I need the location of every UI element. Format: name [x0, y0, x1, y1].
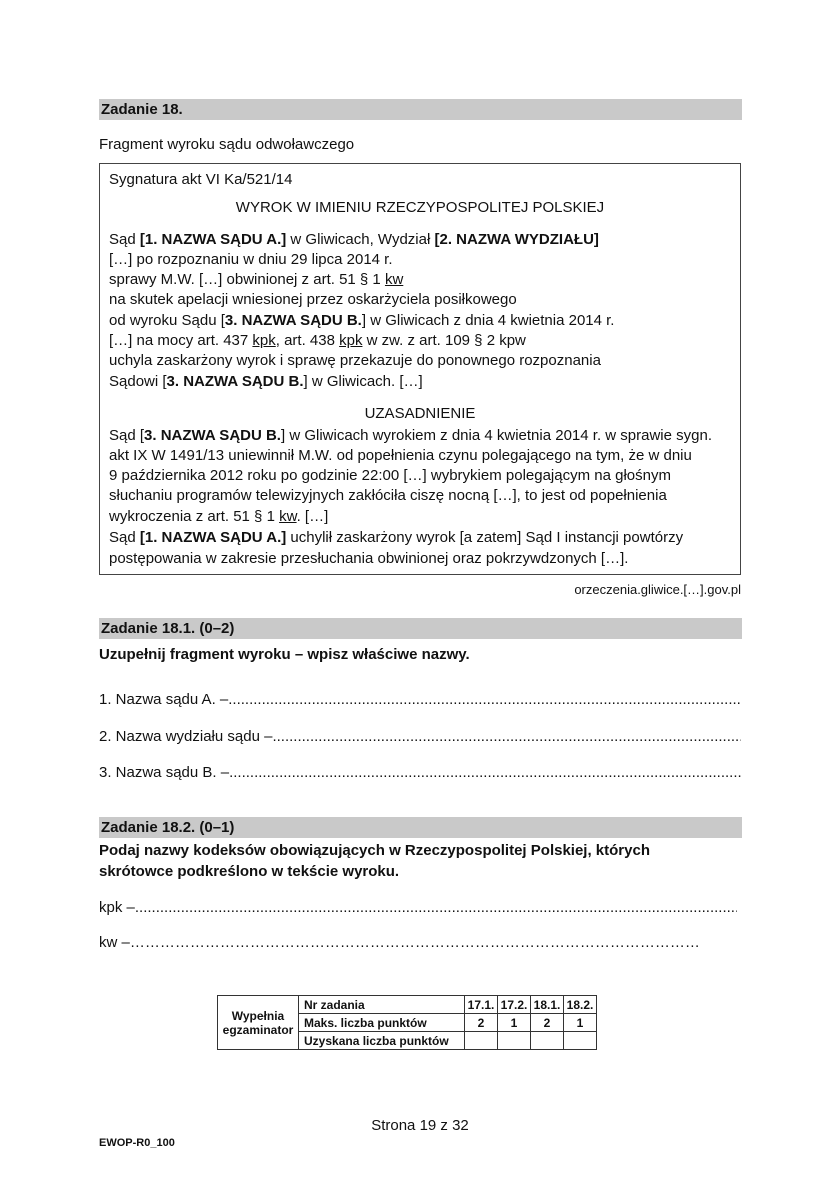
task-18-intro: Fragment wyroku sądu odwoławczego: [99, 136, 355, 153]
obtained-points-cell[interactable]: [531, 1032, 564, 1050]
judgment-line-1: Sąd [1. NAZWA SĄDU A.] w Gliwicach, Wydział [2. NAZWA WYDZIAŁU]: [109, 231, 599, 248]
judgment-line-5: od wyroku Sądu [3. NAZWA SĄDU B.] w Gliwicach z dnia 4 kwietnia 2014 r.: [109, 312, 615, 329]
source-citation: orzeczenia.gliwice.[…].gov.pl: [574, 582, 741, 597]
justification-line-1: Sąd [3. NAZWA SĄDU B.] w Gliwicach wyrokiem z dnia 4 kwietnia 2014 r. w sprawie sygn.: [109, 427, 712, 444]
judgment-heading: WYROK W IMIENIU RZECZYPOSPOLITEJ POLSKIEJ: [235, 199, 605, 216]
task-18-2-title: Zadanie 18.2. (0–1): [99, 817, 742, 838]
judgment-line-3: sprawy M.W. […] obwinionej z art. 51 § 1 kw: [109, 271, 404, 288]
justification-line-3: 9 października 2012 roku po godzinie 22:00 […] wybrykiem polegającym na głośnym: [109, 467, 671, 484]
judgment-line-4: na skutek apelacji wniesionej przez oskarżyciela posiłkowego: [109, 291, 517, 308]
judgment-line-8: Sądowi [3. NAZWA SĄDU B.] w Gliwicach. […]: [109, 373, 423, 390]
justification-line-7: postępowania w zakresie przesłuchania obwinionej oraz pokrzywdzonych […].: [109, 550, 629, 567]
case-signature: Sygnatura akt VI Ka/521/14: [109, 171, 293, 188]
row-label-max-points: Maks. liczba punktów: [299, 1014, 465, 1032]
score-table-header: Wypełnia egzaminator: [218, 996, 299, 1050]
max-points-cell: 1: [498, 1014, 531, 1032]
task-number-cell: 18.2.: [564, 996, 597, 1014]
row-label-obtained-points: Uzyskana liczba punktów: [299, 1032, 465, 1050]
page-number: Strona 19 z 32: [371, 1117, 469, 1134]
answer-line-court-b[interactable]: 3. Nazwa sądu B. – .....: [99, 763, 741, 783]
obtained-points-cell[interactable]: [498, 1032, 531, 1050]
justification-line-4: słuchaniu programów telewizyjnych zakłóciła ciszę nocną […], to jest od popełnienia: [109, 487, 667, 504]
obtained-points-cell[interactable]: [564, 1032, 597, 1050]
judgment-document: [99, 163, 741, 575]
exam-code: EWOP-R0_100: [99, 1137, 175, 1149]
task-18-2-instruction-1: Podaj nazwy kodeksów obowiązujących w Rzeczypospolitej Polskiej, których: [99, 842, 650, 859]
justification-line-6: Sąd [1. NAZWA SĄDU A.] uchylił zaskarżony wyrok [a zatem] Sąd I instancji powtórzy: [109, 529, 684, 546]
task-18-2-instruction-2: skrótowce podkreślono w tekście wyroku.: [99, 863, 400, 880]
task-number-cell: 17.1.: [465, 996, 498, 1014]
max-points-cell: 1: [564, 1014, 597, 1032]
examiner-score-table: [217, 995, 597, 1050]
judgment-line-6: […] na mocy art. 437 kpk, art. 438 kpk w zw. z art. 109 § 2 kpw: [109, 332, 526, 349]
obtained-points-cell[interactable]: [465, 1032, 498, 1050]
task-number-cell: 18.1.: [531, 996, 564, 1014]
row-label-task-number: Nr zadania: [299, 996, 465, 1014]
justification-line-2: akt IX W 1491/13 uniewinnił M.W. od popełnienia czynu polegającego na tym, że w dniu: [109, 447, 692, 464]
task-number-cell: 17.2.: [498, 996, 531, 1014]
judgment-line-7: uchyla zaskarżony wyrok i sprawę przekazuje do ponownego rozpoznania: [109, 352, 601, 369]
justification-heading: UZASADNIENIE: [364, 405, 476, 422]
task-18-1-instruction: Uzupełnij fragment wyroku – wpisz właściwe nazwy.: [99, 646, 470, 663]
task-18-title: Zadanie 18.: [99, 99, 742, 120]
judgment-line-2: […] po rozpoznaniu w dniu 29 lipca 2014 r.: [109, 251, 393, 268]
answer-line-kpk[interactable]: kpk – .....: [99, 898, 737, 918]
justification-line-5: wykroczenia z art. 51 § 1 kw. […]: [109, 508, 329, 525]
max-points-cell: 2: [465, 1014, 498, 1032]
answer-line-kw[interactable]: kw – ……………………………………………………………………………………………………: [99, 934, 700, 951]
answer-line-department[interactable]: 2. Nazwa wydziału sądu – .....: [99, 727, 741, 747]
max-points-cell: 2: [531, 1014, 564, 1032]
answer-line-court-a[interactable]: 1. Nazwa sądu A. – .....: [99, 690, 741, 710]
task-18-1-title: Zadanie 18.1. (0–2): [99, 618, 742, 639]
